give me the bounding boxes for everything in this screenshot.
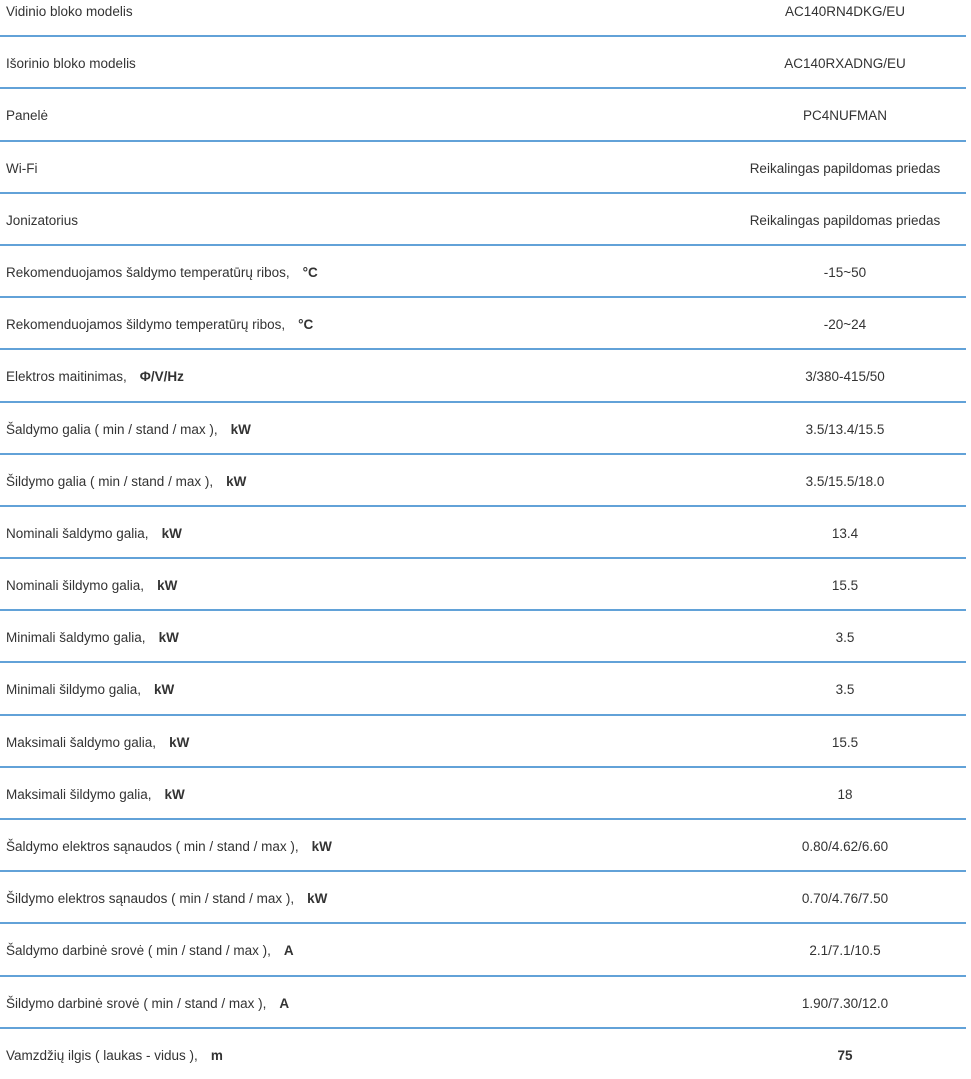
row-value: 3.5/15.5/18.0 bbox=[805, 473, 885, 489]
row-label: Šaldymo darbinė srovė ( min / stand / max ), A bbox=[6, 943, 294, 959]
table-row bbox=[0, 403, 966, 455]
row-label: Nominali šildymo galia, kW bbox=[6, 578, 178, 594]
row-value: 0.80/4.62/6.60 bbox=[801, 839, 889, 854]
table-row bbox=[0, 507, 966, 559]
row-label: Panelė bbox=[6, 108, 49, 124]
row-unit: kW bbox=[311, 839, 332, 854]
table-row bbox=[0, 298, 966, 350]
table-row bbox=[0, 455, 966, 507]
row-value: 0.70/4.76/7.50 bbox=[801, 891, 889, 907]
row-value: 2.1/7.1/10.5 bbox=[809, 943, 881, 959]
table-row bbox=[0, 37, 966, 89]
row-value: 15.5 bbox=[831, 578, 859, 594]
row-value: -15~50 bbox=[823, 264, 867, 280]
table-row bbox=[0, 194, 966, 246]
table-row bbox=[0, 611, 966, 663]
table-row bbox=[0, 0, 966, 37]
table-row bbox=[0, 89, 966, 141]
row-label: Minimali šaldymo galia, kW bbox=[6, 630, 179, 646]
row-label: Vidinio bloko modelis bbox=[6, 4, 133, 19]
row-value: 13.4 bbox=[831, 525, 859, 541]
row-label: Rekomenduojamos šildymo temperatūrų ribos, °C bbox=[6, 317, 314, 333]
row-value: AC140RN4DKG/EU bbox=[784, 4, 906, 19]
row-value: 3.5 bbox=[835, 682, 855, 698]
row-unit: kW bbox=[230, 421, 251, 437]
table-row bbox=[0, 872, 966, 924]
row-label: Maksimali šaldymo galia, kW bbox=[6, 734, 190, 750]
row-unit: kW bbox=[169, 734, 190, 750]
row-label: Elektros maitinimas, Φ/V/Hz bbox=[6, 369, 184, 385]
row-unit: A bbox=[279, 995, 290, 1011]
row-unit: Φ/V/Hz bbox=[139, 369, 184, 385]
row-unit: kW bbox=[157, 578, 178, 594]
row-value: 18 bbox=[837, 786, 853, 802]
row-label: Šildymo darbinė srovė ( min / stand / max ), A bbox=[6, 995, 290, 1011]
row-value: -20~24 bbox=[823, 317, 867, 333]
row-unit: kW bbox=[226, 473, 247, 489]
row-value: Reikalingas papildomas priedas bbox=[749, 212, 941, 228]
row-value: PC4NUFMAN bbox=[802, 108, 887, 124]
row-value: 3.5 bbox=[835, 630, 855, 646]
row-label: Šaldymo elektros sąnaudos ( min / stand / max ), kW bbox=[6, 839, 332, 854]
table-row bbox=[0, 559, 966, 611]
row-unit: A bbox=[283, 943, 294, 959]
row-value: Reikalingas papildomas priedas bbox=[749, 160, 941, 176]
row-label: Šaldymo galia ( min / stand / max ), kW bbox=[6, 421, 251, 437]
table-row bbox=[0, 924, 966, 976]
table-row bbox=[0, 768, 966, 820]
row-label: Wi-Fi bbox=[6, 160, 38, 176]
row-label: Išorinio bloko modelis bbox=[6, 56, 136, 72]
row-unit: kW bbox=[158, 630, 179, 646]
row-label: Šildymo elektros sąnaudos ( min / stand / max ), kW bbox=[6, 891, 328, 907]
row-value: 3.5/13.4/15.5 bbox=[805, 421, 885, 437]
table-row bbox=[0, 716, 966, 768]
table-row bbox=[0, 142, 966, 194]
row-unit: kW bbox=[307, 891, 328, 907]
row-label: Maksimali šildymo galia, kW bbox=[6, 786, 185, 802]
row-unit: °C bbox=[298, 317, 314, 333]
table-row bbox=[0, 246, 966, 298]
row-label: Jonizatorius bbox=[6, 212, 79, 228]
row-value: AC140RXADNG/EU bbox=[784, 56, 906, 72]
row-unit: °C bbox=[302, 264, 318, 280]
row-value: 15.5 bbox=[831, 734, 859, 750]
row-value: 1.90/7.30/12.0 bbox=[801, 995, 889, 1011]
row-label: Šildymo galia ( min / stand / max ), kW bbox=[6, 473, 247, 489]
row-unit: kW bbox=[154, 682, 175, 698]
table-row bbox=[0, 977, 966, 1029]
table-row bbox=[0, 350, 966, 402]
row-label: Minimali šildymo galia, kW bbox=[6, 682, 175, 698]
row-value: 3/380-415/50 bbox=[805, 369, 885, 385]
row-label: Rekomenduojamos šaldymo temperatūrų ribos, °C bbox=[6, 264, 318, 280]
row-label: Vamzdžių ilgis ( laukas - vidus ), m bbox=[6, 1047, 223, 1063]
row-unit: kW bbox=[161, 525, 182, 541]
row-unit: m bbox=[210, 1047, 223, 1063]
table-row bbox=[0, 1029, 966, 1079]
row-label: Nominali šaldymo galia, kW bbox=[6, 525, 182, 541]
table-row bbox=[0, 820, 966, 872]
row-unit: kW bbox=[164, 786, 185, 802]
row-value: 75 bbox=[837, 1047, 853, 1063]
table-row bbox=[0, 663, 966, 715]
